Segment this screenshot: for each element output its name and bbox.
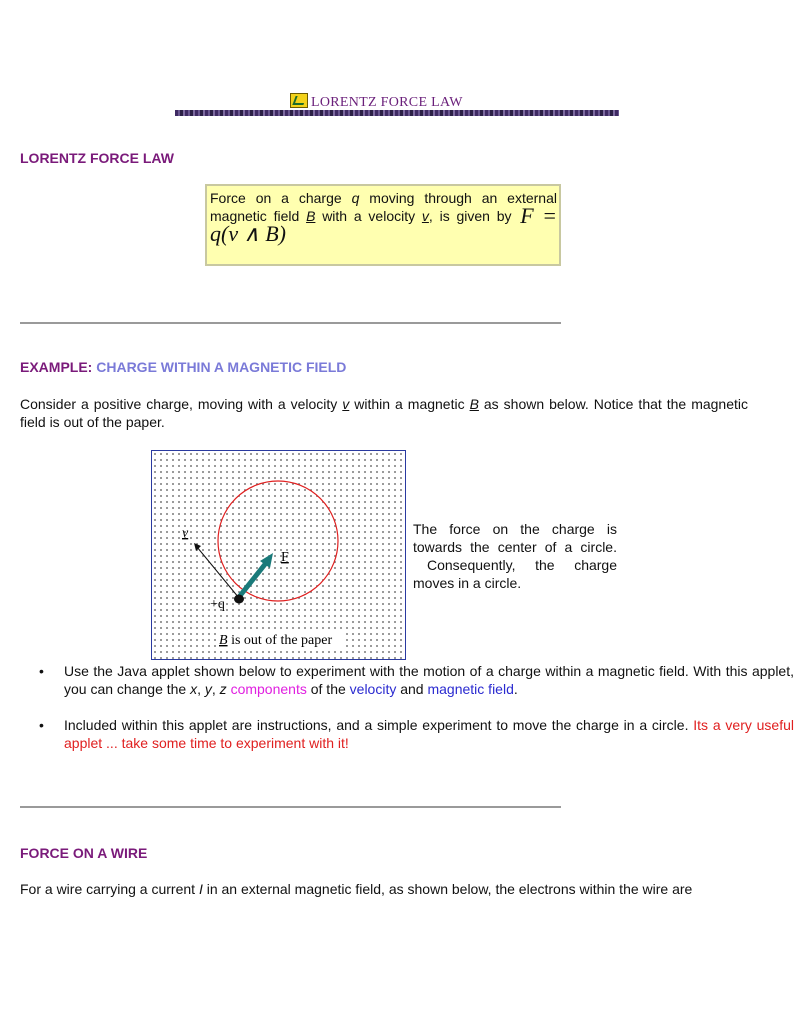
example-intro (20, 395, 748, 431)
magnetic-field-diagram (151, 450, 406, 660)
current-symbol: I (198, 881, 203, 897)
example-bullet-list (20, 662, 794, 770)
law-text: , is given by (428, 208, 519, 224)
bullet-text: Use the Java applet shown below to experiment with the motion of a charge within a magnetic field. With this applet, you can change the (64, 663, 794, 697)
intro-text: as shown below. Notice that the magnetic field is out of the paper. (20, 396, 749, 430)
applet-tip: Its a very useful applet ... take some time to experiment with it! (64, 717, 794, 751)
axis-x: x (190, 681, 198, 697)
field-symbol: B (469, 396, 479, 412)
field-symbol: B (306, 208, 316, 224)
section-heading-wire: FORCE ON A WIRE (20, 845, 148, 861)
intro-text: Consider a positive charge, moving with a velocity (20, 396, 343, 412)
circular-path (218, 481, 338, 601)
law-text: Force on a charge (210, 190, 352, 206)
bullet-text: , (211, 681, 220, 697)
charge-dot (234, 595, 244, 604)
banner-title-text: LORENTZ FORCE LAW (311, 95, 463, 110)
velocity-arrow (197, 547, 239, 598)
force-arrow (239, 563, 266, 597)
section-heading-lorentz: LORENTZ FORCE LAW (20, 150, 174, 166)
example-label: EXAMPLE: (20, 359, 97, 375)
intro-text: within a magnetic (349, 396, 470, 412)
wire-text: in an external magnetic field, as shown below, the electrons within the wire are (202, 881, 693, 897)
caption-field-symbol: B (219, 633, 228, 648)
list-item (64, 716, 794, 752)
page-banner-title (290, 93, 490, 111)
velocity-label: v (182, 526, 189, 541)
law-text: moving through an external magnetic field (210, 190, 557, 224)
axis-z: z (219, 681, 227, 697)
section-divider (20, 806, 561, 808)
bullet-text: Included within this applet are instructions, and a simple experiment to move the charge in a circle. (64, 717, 694, 733)
note-line-2: Consequently, the charge moves in a circle. (413, 557, 617, 591)
velocity-term: velocity (349, 681, 397, 697)
force-label: F (281, 550, 289, 565)
charge-label: +q (210, 597, 225, 612)
caption-text: is out of the paper (227, 633, 333, 648)
book-icon (290, 93, 308, 108)
wire-text: For a wire carrying a current (20, 881, 199, 897)
section-divider (20, 322, 561, 324)
magnetic-field-term: magnetic field (427, 681, 514, 697)
lorentz-law-box (205, 184, 561, 266)
velocity-symbol: v (342, 396, 350, 412)
bullet-text: of the (306, 681, 350, 697)
list-item (64, 662, 794, 698)
bullet-text: and (396, 681, 428, 697)
banner-decorative-bar (175, 110, 619, 116)
bullet-text: . (513, 681, 518, 697)
charge-symbol: q (351, 190, 360, 206)
diagram-svg (152, 451, 405, 659)
example-subtitle: CHARGE WITHIN A MAGNETIC FIELD (96, 359, 347, 375)
components-term: components (230, 681, 307, 697)
axis-y: y (204, 681, 212, 697)
field-caption (219, 633, 332, 648)
note-line-1: The force on the charge is towards the center of a circle. (413, 521, 617, 555)
lorentz-formula: F = q(v ∧ B) (210, 203, 557, 246)
wire-intro (20, 880, 760, 898)
diagram-note (413, 520, 617, 592)
velocity-symbol: v (421, 208, 429, 224)
bullet-text: , (197, 681, 205, 697)
law-text: with a velocity (315, 208, 422, 224)
section-heading-example (20, 359, 346, 375)
